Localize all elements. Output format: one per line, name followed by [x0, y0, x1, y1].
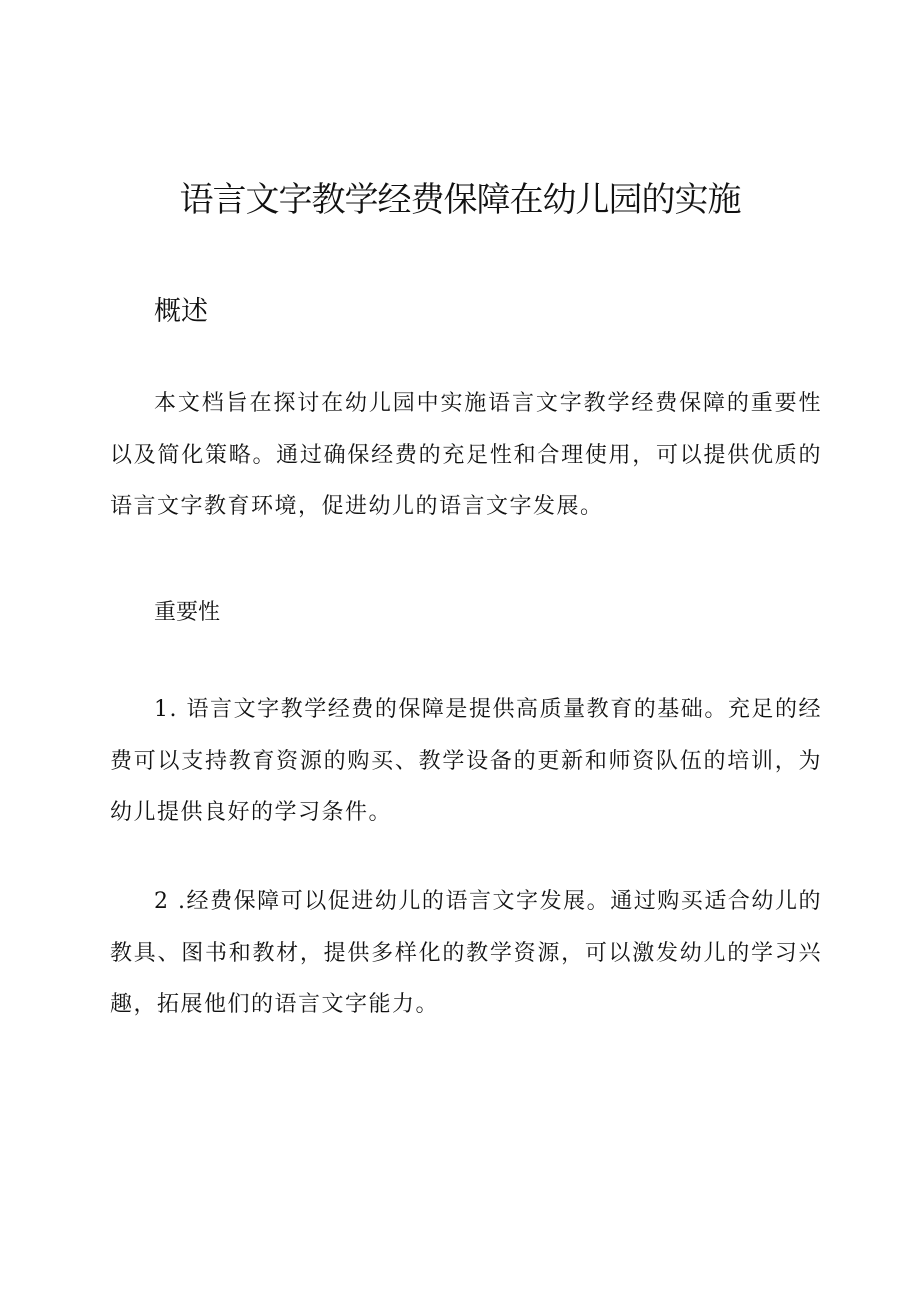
importance-item-1: 1. 语言文字教学经费的保障是提供高质量教育的基础。充足的经费可以支持教育资源的购买、教学设备的更新和师资队伍的培训，为幼儿提供良好的学习条件。 [110, 697, 822, 825]
document-title: 语言文字教学经费保障在幼儿园的实施 [179, 180, 741, 220]
importance-item-2: 2 .经费保障可以促进幼儿的语言文字发展。通过购买适合幼儿的教具、图书和教材，提供多样化的教学资源，可以激发幼儿的学习兴趣，拓展他们的语言文字能力。 [110, 889, 822, 1017]
importance-heading: 重要性 [154, 600, 221, 625]
overview-paragraph: 本文档旨在探讨在幼儿园中实施语言文字教学经费保障的重要性以及简化策略。通过确保经费的充足性和合理使用，可以提供优质的语言文字教育环境，促进幼儿的语言文字发展。 [110, 391, 822, 519]
overview-heading: 概述 [154, 296, 208, 327]
